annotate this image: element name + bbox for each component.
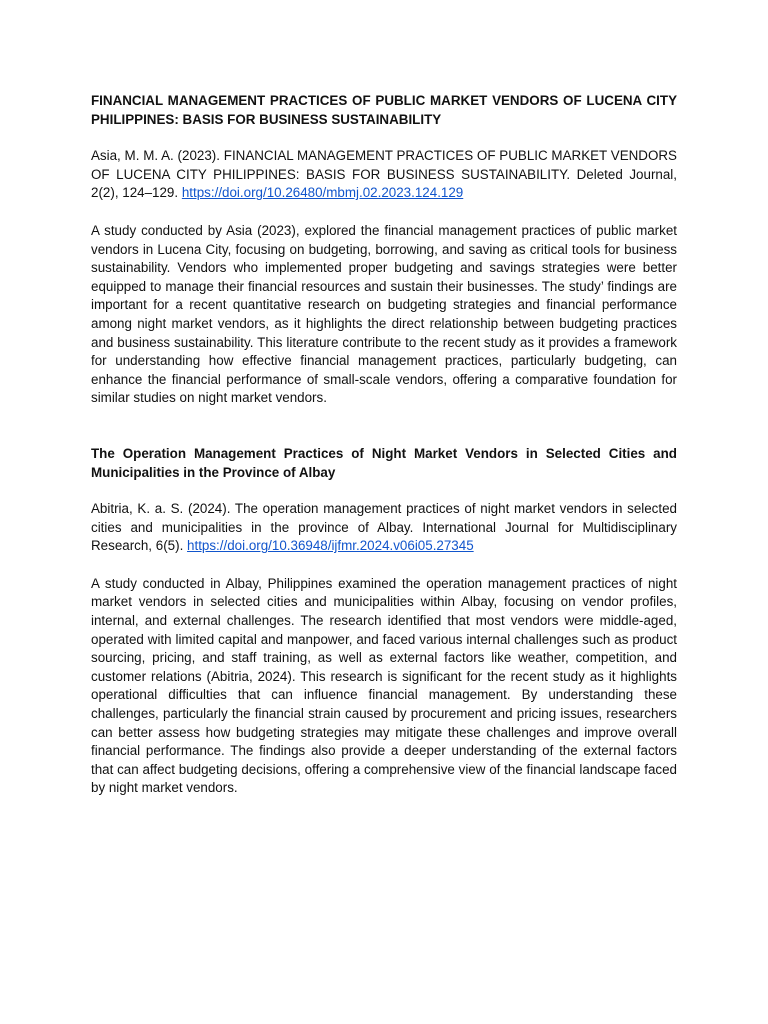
doi-link[interactable]: https://doi.org/10.26480/mbmj.02.2023.124.129: [181, 185, 464, 201]
literature-entry-2: [91, 445, 677, 798]
citation-text: Abitria, K. a. S. (2024). The operation management practices of night market vendors in selected cities and municipalities in the province of Albay. International Journal for Multidisciplinary Research, 6(5).: [91, 501, 677, 554]
document-page: [91, 92, 677, 798]
citation: [91, 500, 677, 556]
summary-paragraph: A study conducted by Asia (2023), explored the financial management practices of public market vendors in Lucena City, focusing on budgeting, borrowing, and saving as critical tools for business sustainability. Vendors who implemented proper budgeting and savings strategies were better equipped to manage their financial resources and sustain their businesses. The study’ findings are important for a recent quantitative research on budgeting strategies and financial performance among night market vendors, as it highlights the direct relationship between budgeting practices and business sustainability. This literature contribute to the recent study as it provides a framework for understanding how effective financial management practices, particularly budgeting, can enhance the financial performance of small-scale vendors, offering a comparative foundation for similar studies on night market vendors.: [91, 222, 677, 406]
citation-text: Asia, M. M. A. (2023). FINANCIAL MANAGEMENT PRACTICES OF PUBLIC MARKET VENDORS OF LUCENA CITY PHILIPPINES: BASIS FOR BUSINESS SUSTAINABILITY. Deleted Journal, 2(2), 124–129.: [91, 148, 677, 201]
citation: [91, 147, 677, 203]
summary-paragraph: A study conducted in Albay, Philippines examined the operation management practices of night market vendors in selected cities and municipalities within Albay, focusing on vendor profiles, internal, and external challenges. The research identified that most vendors were middle-aged, operated with limited capital and manpower, and faced various internal challenges such as product sourcing, pricing, and staff training, as well as external factors like weather, competition, and customer relations (Abitria, 2024). This research is significant for the recent study as it highlights operational difficulties that can influence financial management. By understanding these challenges, particularly the financial strain caused by procurement and pricing issues, researchers can better assess how budgeting strategies may mitigate these challenges and improve overall financial performance. The findings also provide a deeper understanding of the external factors that can affect budgeting decisions, offering a comprehensive view of the financial landscape faced by night market vendors.: [91, 575, 677, 796]
doi-link[interactable]: https://doi.org/10.36948/ijfmr.2024.v06i05.27345: [187, 538, 474, 554]
entry-title: The Operation Management Practices of Night Market Vendors in Selected Cities and Municipalities in the Province of Albay: [91, 445, 677, 480]
entry-title: FINANCIAL MANAGEMENT PRACTICES OF PUBLIC MARKET VENDORS OF LUCENA CITY PHILIPPINES: BASIS FOR BUSINESS SUSTAINABILITY: [91, 93, 677, 127]
literature-entry-1: [91, 92, 677, 408]
